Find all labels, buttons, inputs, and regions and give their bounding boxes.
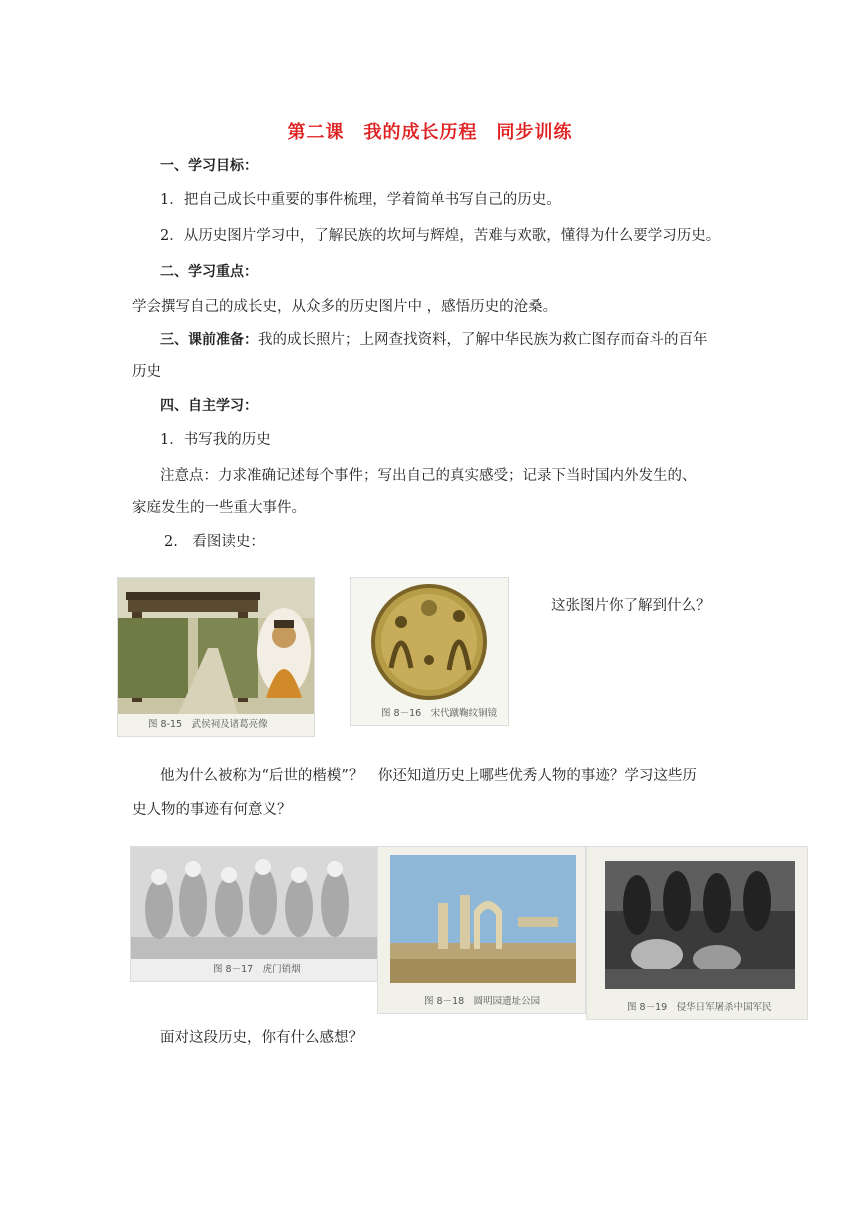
relief-illustration xyxy=(131,847,377,959)
goal-item-1: 1．把自己成长中重要的事件梳理，学着简单书写自己的历史。 xyxy=(160,192,561,208)
figure-humen-opium xyxy=(130,846,378,982)
shrine-photo-illustration xyxy=(118,578,314,714)
figure-caption: 图 8－16 宋代蹴鞠纹铜镜 xyxy=(351,703,508,725)
goal-item-2: 2．从历史图片学习中，了解民族的坎坷与辉煌，苦难与欢歌，懂得为什么要学习历史。 xyxy=(160,228,721,244)
study-item-2: 2. 看图读史： xyxy=(164,534,265,550)
page-title: 第二课 我的成长历程 同步训练 xyxy=(287,122,573,143)
section-3-line xyxy=(160,330,708,350)
ruins-illustration xyxy=(378,847,585,987)
section-3-heading: 三、课前准备： xyxy=(160,332,258,348)
question-line-1: 他为什么被称为“后世的楷模”？ 你还知道历史上哪些优秀人物的事迹？学习这些历 xyxy=(160,768,697,784)
figure-caption: 图 8－19 侵华日军屠杀中国军民 xyxy=(587,997,807,1019)
note-line-1: 注意点：力求准确记述每个事件；写出自己的真实感受；记录下当时国内外发生的、 xyxy=(160,468,697,484)
figure-yuanmingyuan xyxy=(377,846,586,1014)
question-figure: 这张图片你了解到什么？ xyxy=(551,598,711,614)
wartime-photo-illustration xyxy=(587,847,807,993)
key-point-text: 学会撰写自己的成长史，从众多的历史图片中 ，感悟历史的沧桑。 xyxy=(132,299,558,315)
note-line-2: 家庭发生的一些重大事件。 xyxy=(132,500,306,516)
prep-text-1: 我的成长照片；上网查找资料，了解中华民族为救亡图存而奋斗的百年 xyxy=(258,332,708,348)
figure-song-mirror xyxy=(350,577,509,726)
study-item-1: 1．书写我的历史 xyxy=(160,432,271,448)
figure-caption: 图 8－18 圆明园遗址公园 xyxy=(378,991,585,1013)
figure-caption: 图 8-15 武侯祠及诸葛亮像 xyxy=(118,714,314,736)
section-2-heading: 二、学习重点： xyxy=(160,264,258,280)
section-1-heading: 一、学习目标： xyxy=(160,158,258,174)
bronze-mirror-illustration xyxy=(351,578,508,703)
figure-caption: 图 8－17 虎门销烟 xyxy=(131,959,377,981)
prep-text-2: 历史 xyxy=(132,364,161,380)
section-4-heading: 四、自主学习： xyxy=(160,398,258,414)
question-reflection: 面对这段历史，你有什么感想？ xyxy=(160,1030,363,1046)
figure-wuhou-shrine xyxy=(117,577,315,737)
figure-massacre xyxy=(586,846,808,1020)
question-line-2: 史人物的事迹有何意义？ xyxy=(132,802,292,818)
